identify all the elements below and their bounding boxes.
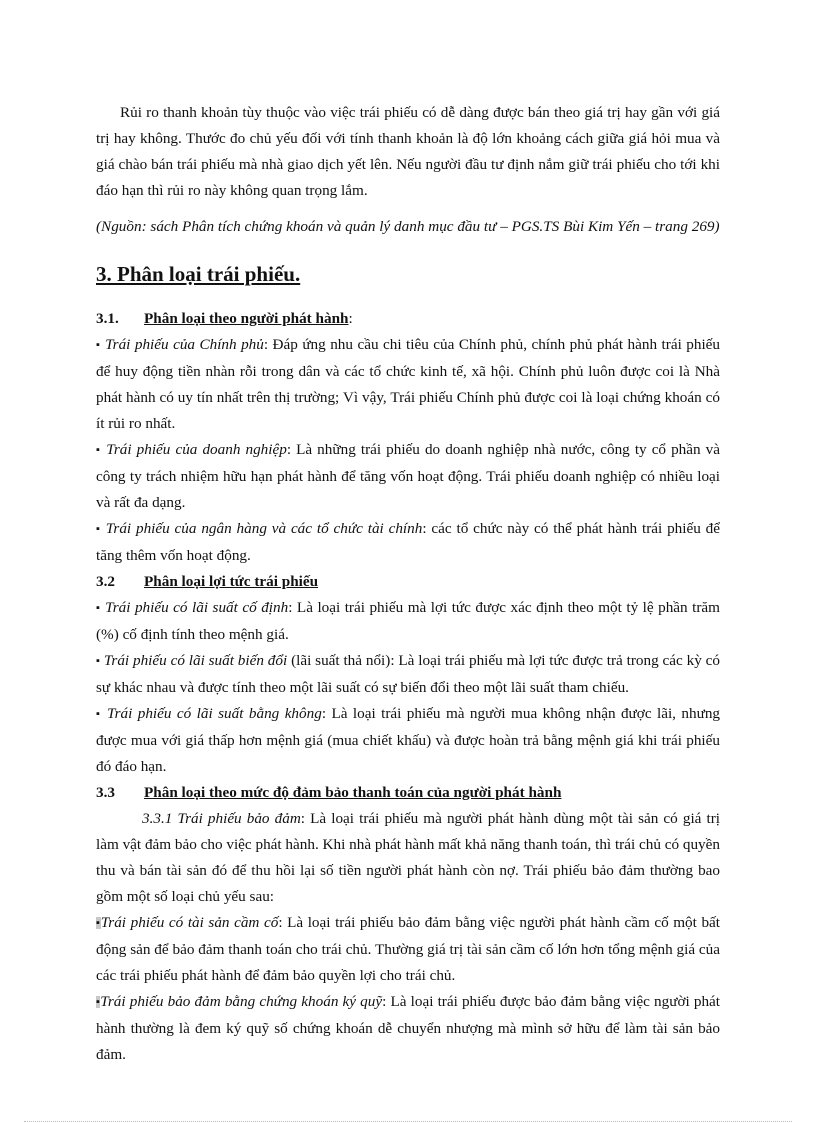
item-text: : Là loại trái phiếu mà người phát hành dùng một tài sản có giá trị làm vật đảm bảo cho việc phát hành. Khi nhà phát hành mất khả năng thanh toán, thì trái chủ có quyền thu và bán tài sản đó để thu hồi lại số tiền người phát hành còn nợ. Trái phiếu bảo đảm thường bao gồm một số loại chủ yếu sau: [96,810,720,905]
bullet-icon: ▪ [96,444,102,456]
list-item [96,595,720,648]
item-term: Trái phiếu có lãi suất cố định [105,599,289,616]
subsection-title: Phân loại theo mức độ đảm bảo thanh toán của người phát hành [144,784,562,801]
page-bottom-divider [24,1121,792,1122]
bullet-icon: ▪ [96,917,101,929]
item-term: Trái phiếu có lãi suất biến đổi [103,652,288,669]
list-item [96,516,720,569]
secured-bonds-paragraph [96,806,720,910]
subsection-number: 3.2 [96,573,115,590]
bullet-icon: ▪ [96,655,100,667]
item-text: : các tổ chức này có thể phát hành trái phiếu để tăng thêm vốn hoạt động. [96,520,720,564]
list-item [96,701,720,780]
list-item [96,989,720,1068]
item-term: Trái phiếu có tài sản cầm cố [100,914,279,931]
bullet-icon: ▪ [96,339,101,351]
item-term: Trái phiếu có lãi suất bằng không [106,705,322,722]
list-item [96,437,720,516]
item-term: Trái phiếu bảo đảm bằng chứng khoán ký quỹ [100,993,383,1010]
subsection-title: Phân loại lợi tức trái phiếu [144,573,319,590]
list-item [96,910,720,989]
subsection-number: 3.1. [96,310,119,327]
subsection-title: Phân loại theo người phát hành [144,310,349,327]
item-text: : Là loại trái phiếu mà lợi tức được xác định theo một tỷ lệ phần trăm (%) cố định tính theo mệnh giá. [96,599,720,643]
bullet-icon: ▪ [96,996,101,1008]
subsection-heading-3-1: 3.1. Phân loại theo người phát hành: [96,306,720,332]
item-text: : Là loại trái phiếu mà người mua không nhận được lãi, nhưng được mua với giá thấp hơn mệnh giá (mua chiết khấu) và được hoàn trả bằng mệnh giá khi trái phiếu đó đáo hạn. [96,705,721,775]
item-text: : Là loại trái phiếu bảo đảm bằng việc người phát hành cầm cố một bất động sản để bảo đảm thanh toán cho trái chủ. Thường giá trị tài sản cầm cố lớn hơn tổng mệnh giá của các trái phiếu phát hành để đảm bảo quyền lợi cho trái chủ. [96,914,720,984]
subsection-number: 3.3 [96,784,115,801]
section-title: 3. Phân loại trái phiếu. [96,262,301,286]
liquidity-paragraph: Rủi ro thanh khoản tùy thuộc vào việc trái phiếu có dễ dàng được bán theo giá trị hay gần với giá trị hay không. Thước đo chủ yếu đối với tính thanh khoản là độ lớn khoảng cách giữa giá hỏi mua và giá chào bán trái phiếu mà nhà giao dịch yết lên. Nếu người đầu tư định nắm giữ trái phiếu cho tới khi đáo hạn thì rủi ro này không quan trọng lắm. [96,104,720,199]
item-term: 3.3.1 Trái phiếu bảo đảm [142,810,301,827]
subsection-heading-3-2 [96,569,720,595]
item-text: (lãi suất thả nổi): Là loại trái phiếu mà lợi tức được trả trong các kỳ có sự khác nhau và được tính theo một lãi suất có sự biến đổi theo một lãi suất tham chiếu. [96,652,720,696]
bullet-icon: ▪ [96,602,101,614]
source-citation: (Nguồn: sách Phân tích chứng khoán và quản lý danh mục đầu tư – PGS.TS Bùi Kim Yến – trang 269) [96,218,720,235]
bullet-icon: ▪ [96,708,102,720]
item-term: Trái phiếu của ngân hàng và các tổ chức tài chính [105,520,423,537]
list-item [96,332,720,437]
list-item [96,648,720,701]
document-page [96,100,720,1068]
subsection-heading-3-3 [96,780,720,806]
bullet-icon: ▪ [96,523,101,535]
item-text: : Là những trái phiếu do doanh nghiệp nhà nước, công ty cổ phần và công ty trách nhiệm hữu hạn phát hành để tăng vốn hoạt động. Trái phiếu doanh nghiệp có nhiều loại và rất đa dạng. [96,441,721,511]
item-text: : Là loại trái phiếu được bảo đảm bằng việc người phát hành thường là đem ký quỹ số chứng khoán dễ chuyển nhượng mà mình sở hữu để làm tài sản bảo đảm. [96,993,720,1063]
item-term: Trái phiếu của doanh nghiệp [106,441,287,458]
item-term: Trái phiếu của Chính phủ [105,336,264,353]
item-text: : Đáp ứng nhu cầu chi tiêu của Chính phủ, chính phủ phát hành trái phiếu để huy động tiền nhàn rỗi trong dân và các tổ chức kinh tế, xã hội. Chính phủ luôn được coi là Nhà phát hành có uy tín nhất trên thị trường; Vì vậy, Trái phiếu Chính phủ được coi là loại chứng khoán có ít rủi ro nhất. [96,336,720,432]
